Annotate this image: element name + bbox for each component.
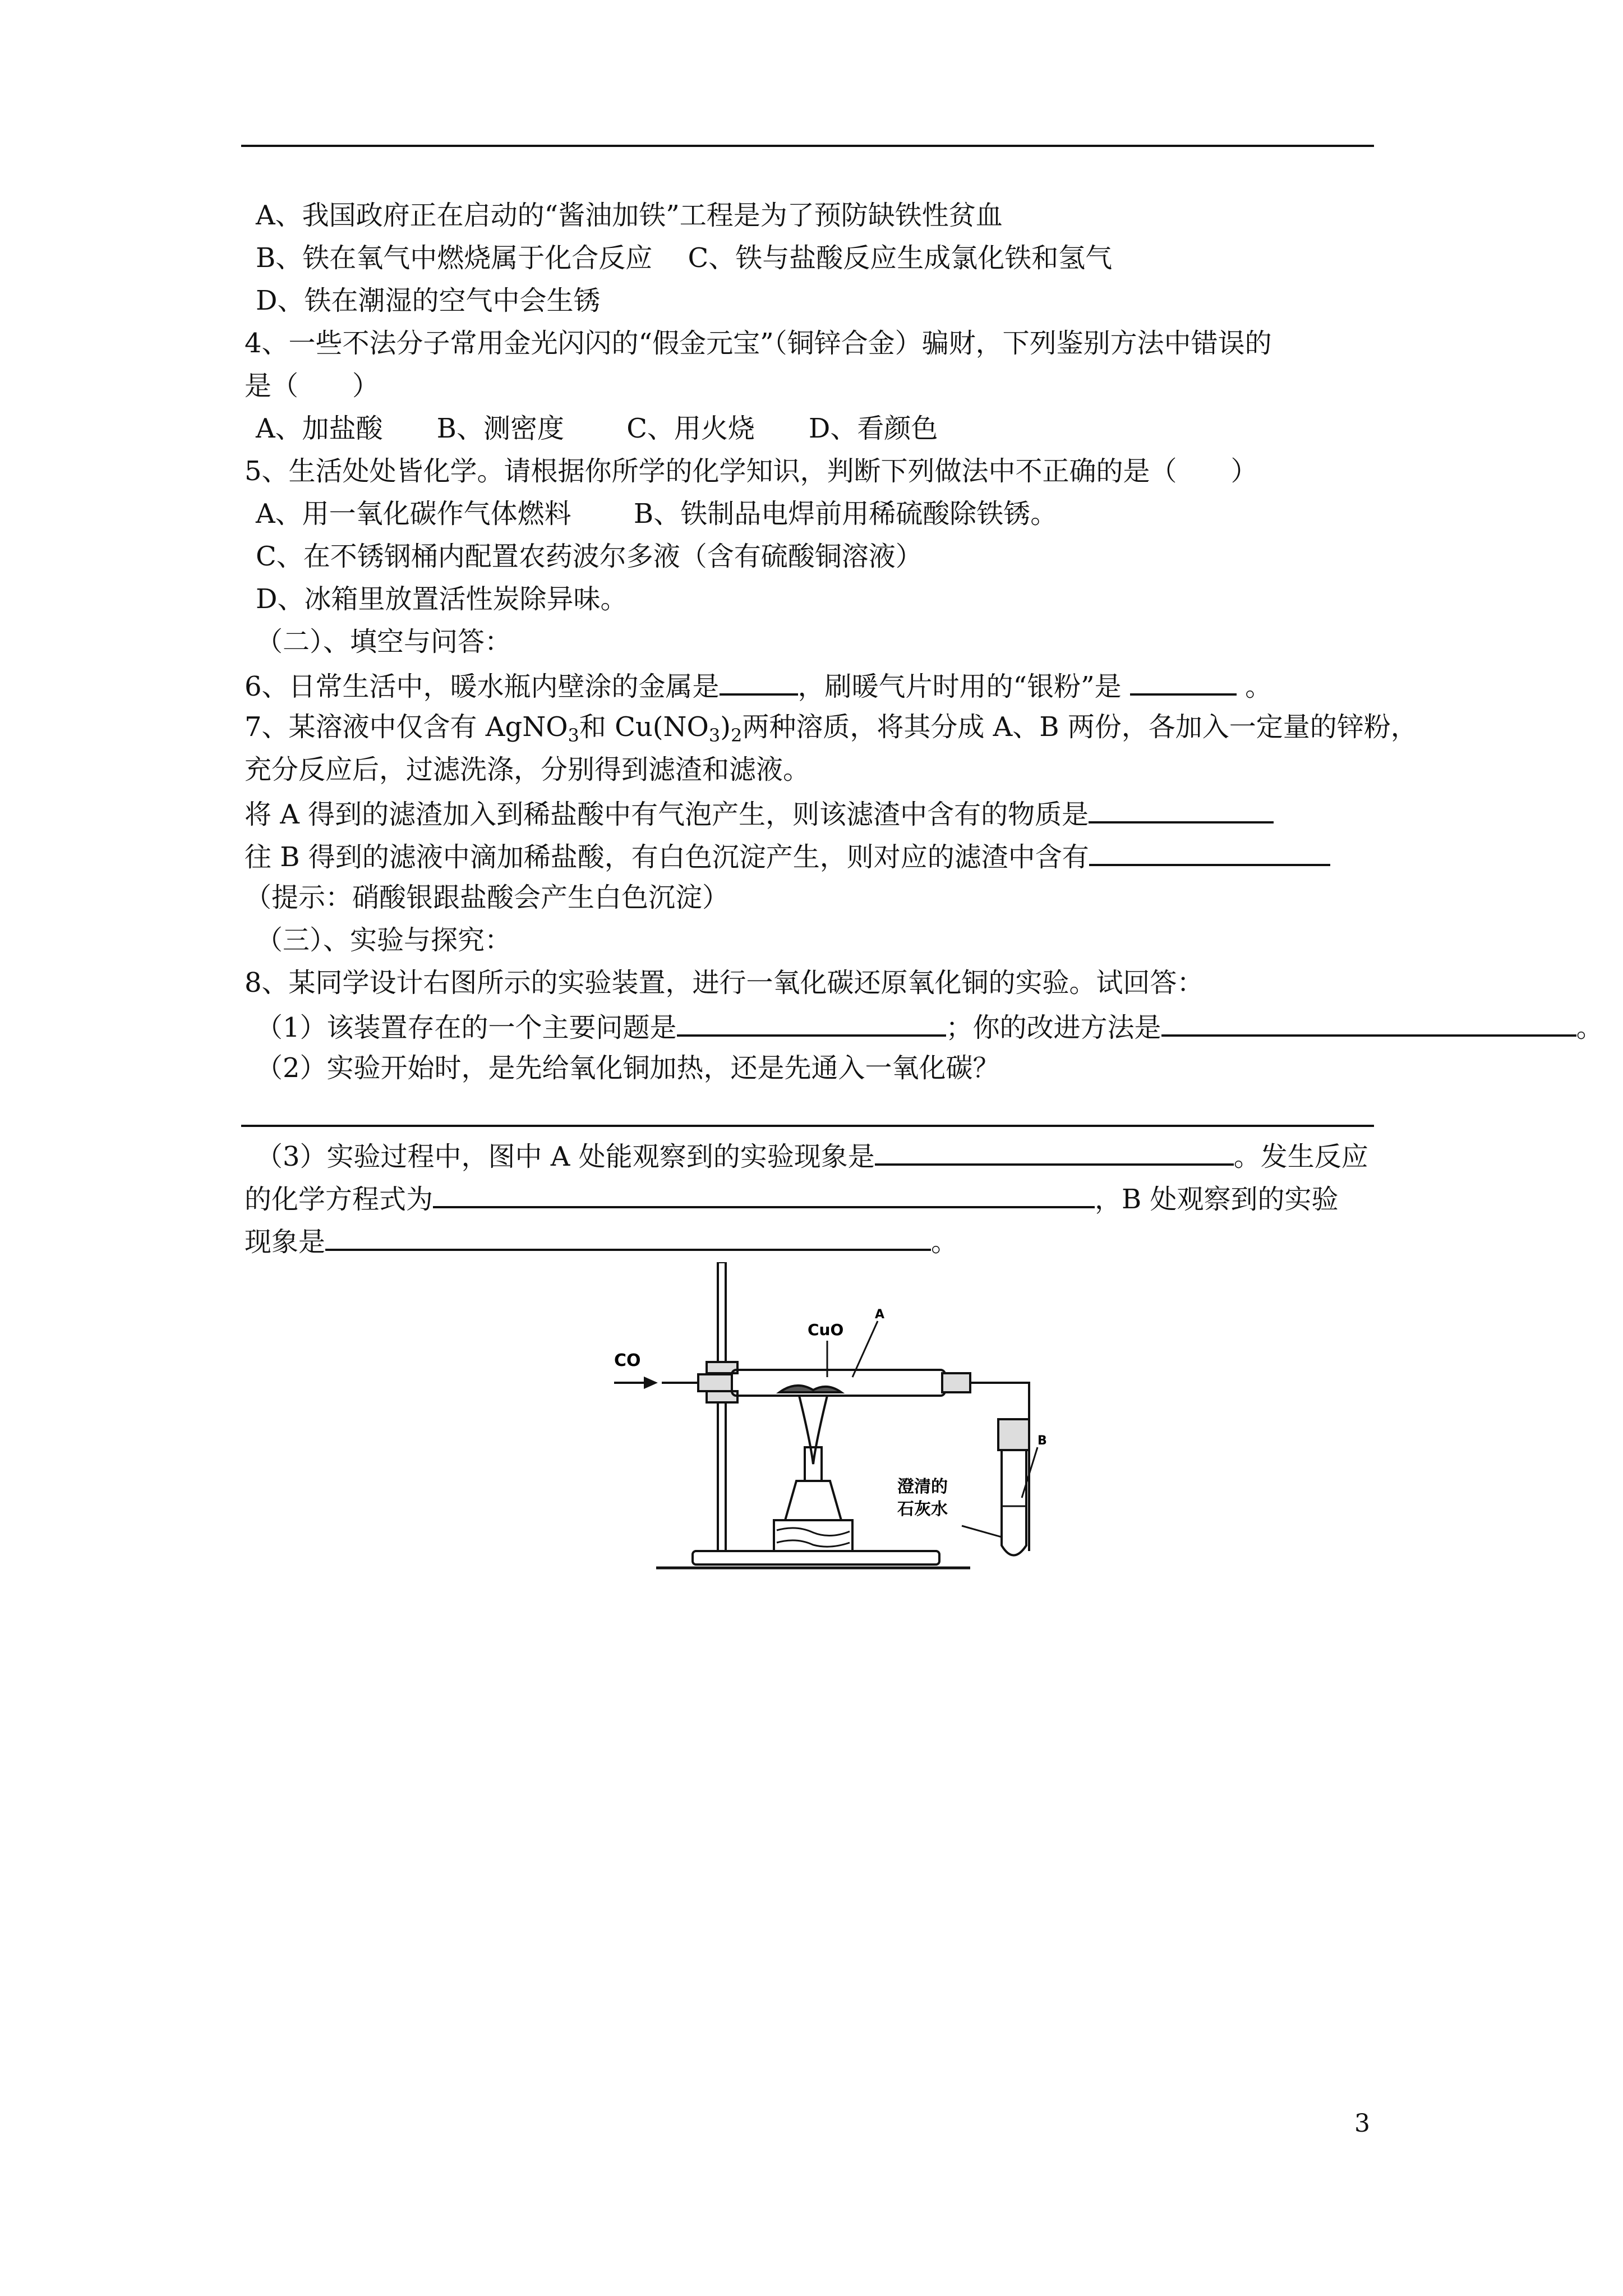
block-grain [777, 1528, 850, 1547]
q7-sub-1: 3 [568, 725, 579, 746]
q7-sub-3: 2 [730, 725, 743, 746]
q4-stem-cont: 是（ ） [245, 370, 380, 402]
q6-text-b: ，刷暖气片时用的“银粉”是 [797, 671, 1122, 702]
q7-stem [245, 709, 1418, 745]
q5-option-c: C、在不锈钢桶内配置农药波尔多液（含有硫酸铜溶液） [256, 541, 923, 572]
q8-blank-1[interactable] [677, 1007, 946, 1037]
stand-base [693, 1551, 939, 1565]
q8-answer-line[interactable] [241, 1125, 1374, 1127]
q6 [245, 666, 1272, 705]
b-label: B [1038, 1434, 1047, 1448]
q8-part-3-cont [245, 1179, 1339, 1217]
q6-blank-2[interactable] [1130, 666, 1237, 696]
outlet-tube [970, 1383, 1029, 1551]
header-rule [241, 145, 1374, 147]
limewater-pointer [962, 1526, 1002, 1537]
q7-part-a-text: 将 A 得到的滤渣加入到稀盐酸中有气泡产生，则该滤渣中含有的物质是 [245, 799, 1089, 830]
q8-part-3-text-d: ，B 处观察到的实验 [1095, 1184, 1339, 1215]
right-stopper [942, 1373, 970, 1392]
q8-part-3 [256, 1137, 1368, 1175]
lamp-block [774, 1520, 852, 1551]
q7-text-b: 和 Cu(NO [579, 711, 709, 743]
q8-part-3-text-a: （3）实验过程中，图中 A 处能观察到的实验现象是 [256, 1141, 875, 1172]
stand-rod [718, 1262, 726, 1551]
q8-stem: 8、某同学设计右图所示的实验装置，进行一氧化碳还原氧化铜的实验。试回答： [245, 967, 1204, 999]
q8-part-3-text-f: 。 [931, 1226, 958, 1258]
alcohol-lamp [785, 1481, 841, 1520]
q6-blank-1[interactable] [720, 666, 798, 696]
q7-part-b [245, 837, 1330, 875]
q8-part-3-text-e: 现象是 [245, 1226, 326, 1258]
q6-text-c: 。 [1245, 671, 1272, 702]
q8-part-3-text-b: 。发生反应 [1233, 1141, 1368, 1172]
q8-part-1 [256, 1007, 1603, 1046]
q7-text-c: ) [720, 711, 731, 743]
co-label: CO [614, 1351, 641, 1370]
q8-blank-5[interactable] [325, 1222, 931, 1251]
q5-stem: 5、生活处处皆化学。请根据你所学的化学知识，判断下列做法中不正确的是（ ） [245, 455, 1258, 487]
limewater-label-1: 澄清的 [897, 1477, 948, 1497]
co-arrow-head [645, 1378, 655, 1387]
q6-text-a: 6、日常生活中，暖水瓶内壁涂的金属是 [245, 671, 720, 702]
page-number: 3 [1354, 2109, 1370, 2138]
q7-sub-2: 3 [708, 725, 721, 746]
left-stopper [698, 1374, 732, 1391]
q3-option-a: A、我国政府正在启动的“酱油加铁”工程是为了预防缺铁性贫血 [256, 200, 1003, 231]
section-two-heading: （二）、填空与问答： [256, 626, 512, 657]
q8-part-3-cont2 [245, 1222, 958, 1260]
q7-text-d: 两种溶质，将其分成 A、B 两份，各加入一定量的锌粉， [742, 711, 1418, 743]
cuo-powder [780, 1386, 841, 1392]
a-label: A [875, 1308, 885, 1322]
q7-part-a [245, 794, 1274, 832]
q3-option-bc: B、铁在氧气中燃烧属于化合反应 C、铁与盐酸反应生成氯化铁和氢气 [256, 242, 1113, 274]
test-tube-stopper [998, 1419, 1029, 1450]
q8-blank-2[interactable] [1161, 1007, 1576, 1037]
section-three-heading: （三）、实验与探究： [256, 924, 512, 956]
limewater-label-2: 石灰水 [897, 1499, 948, 1519]
q8-blank-4[interactable] [433, 1179, 1095, 1208]
q7-hint: （提示：硝酸银跟盐酸会产生白色沉淀） [245, 882, 730, 913]
q7-text-a: 7、某溶液中仅含有 AgNO [245, 711, 568, 743]
co-reduction-apparatus-figure [606, 1262, 1088, 1582]
test-tube [1002, 1450, 1026, 1556]
q7-stem-cont: 充分反应后，过滤洗涤，分别得到滤渣和滤液。 [245, 754, 810, 785]
q8-blank-3[interactable] [875, 1137, 1234, 1166]
cuo-label: CuO [808, 1320, 844, 1339]
q8-part-3-text-c: 的化学方程式为 [245, 1184, 434, 1215]
q8-part-1-text-a: （1）该装置存在的一个主要问题是 [256, 1012, 677, 1043]
q8-part-2: （2）实验开始时，是先给氧化铜加热，还是先通入一氧化碳？ [256, 1052, 1000, 1084]
flame [799, 1396, 827, 1464]
q7-blank-2[interactable] [1089, 837, 1330, 866]
q4-options: A、加盐酸 B、测密度 C、用火烧 D、看颜色 [256, 413, 938, 444]
q8-part-1-text-b: ；你的改进方法是 [946, 1012, 1161, 1043]
q7-blank-1[interactable] [1089, 794, 1274, 823]
q5-option-d: D、冰箱里放置活性炭除异味。 [256, 583, 628, 615]
q4-stem: 4、一些不法分子常用金光闪闪的“假金元宝”（铜锌合金）骗财，下列鉴别方法中错误的 [245, 328, 1272, 359]
q3-option-d: D、铁在潮湿的空气中会生锈 [256, 285, 601, 316]
q8-part-1-text-c: 。 [1576, 1012, 1603, 1043]
q5-options-ab: A、用一氧化碳作气体燃料 B、铁制品电焊前用稀硫酸除铁锈。 [256, 498, 1058, 530]
q7-part-b-text: 往 B 得到的滤液中滴加稀盐酸，有白色沉淀产生，则对应的滤渣中含有 [245, 841, 1089, 873]
